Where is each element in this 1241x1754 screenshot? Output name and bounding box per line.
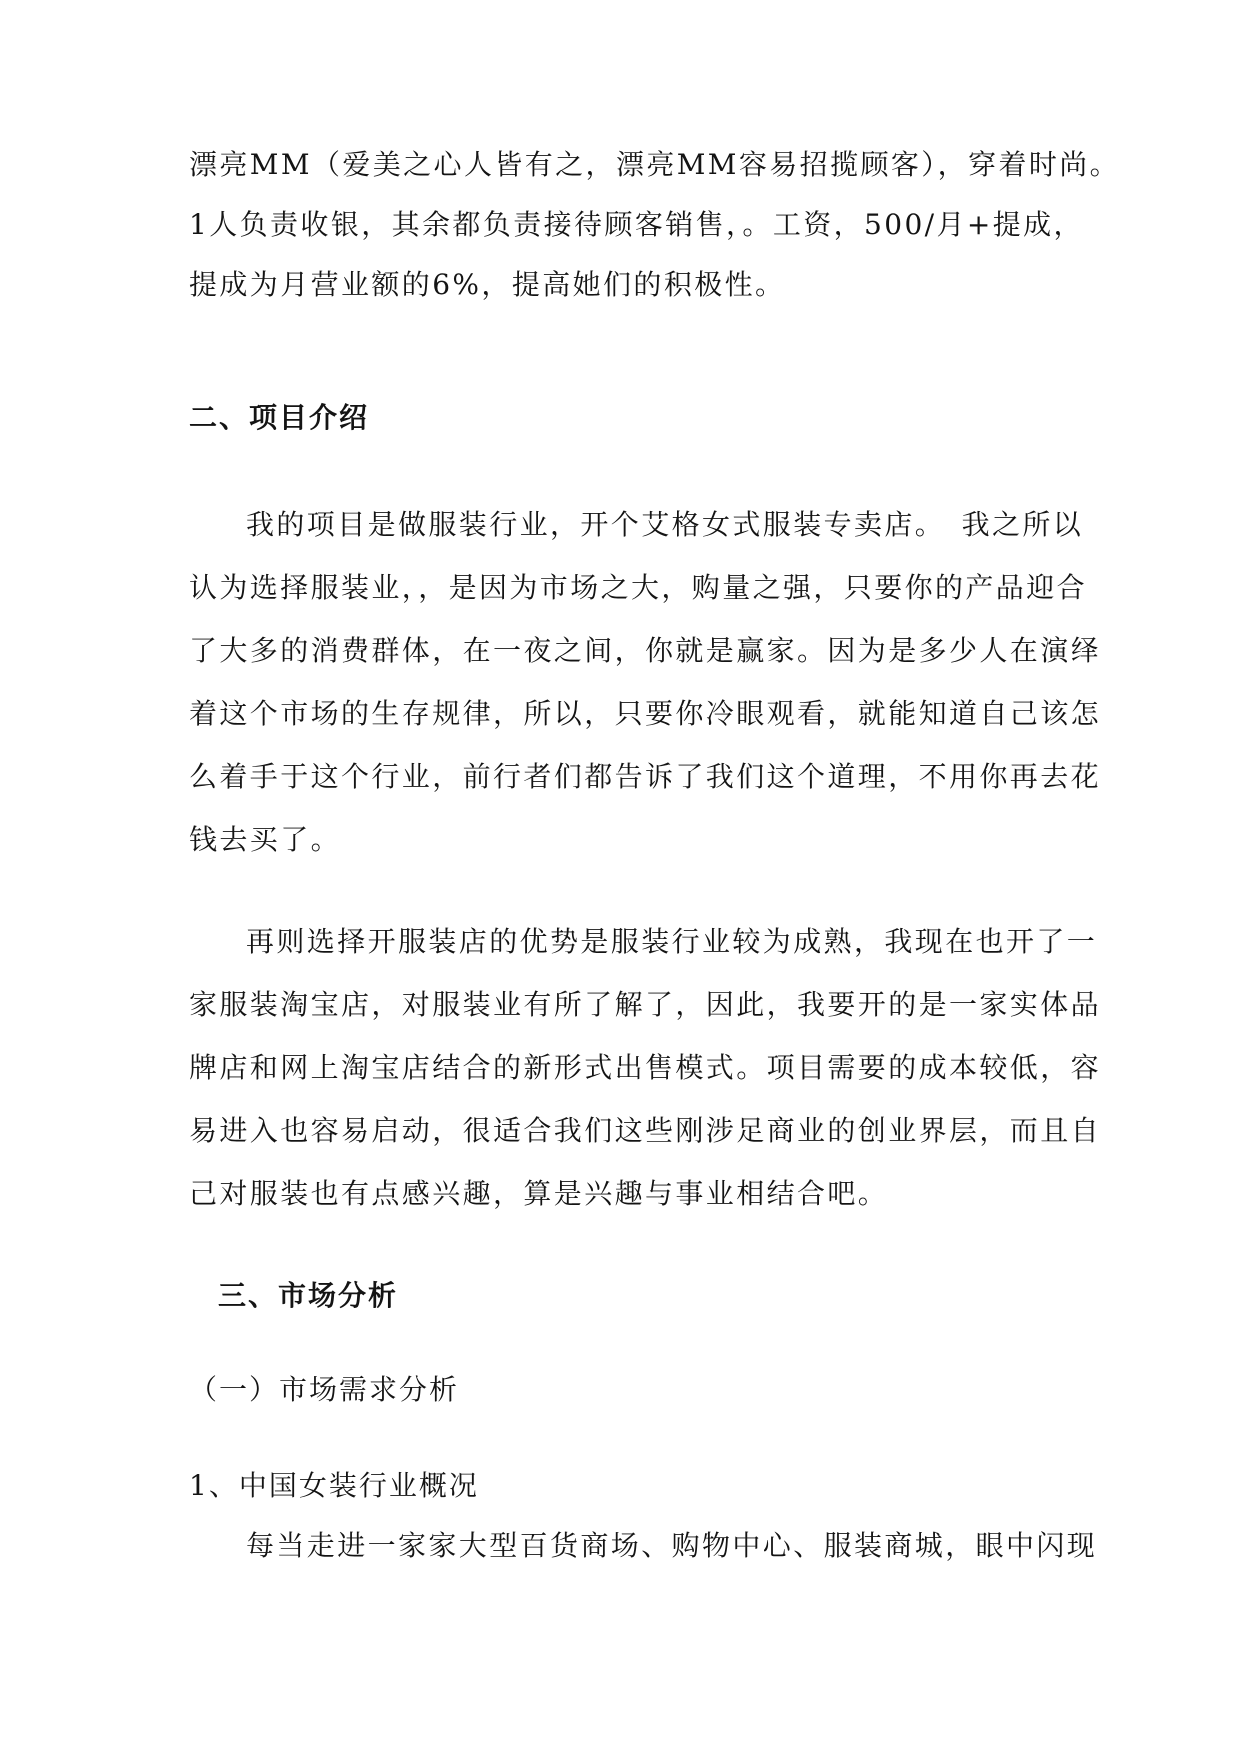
section-3-heading: 三、市场分析 <box>218 1279 399 1312</box>
s2-p2-line-5: 己对服装也有点感兴趣，算是兴趣与事业相结合吧。 <box>189 1177 889 1210</box>
s2-p1-line-6: 钱去买了。 <box>189 823 342 856</box>
section-3-subheading: （一）市场需求分析 <box>189 1373 460 1406</box>
s2-p1-line-2: 认为选择服装业，，是因为市场之大，购量之强，只要你的产品迎合 <box>189 571 1088 604</box>
s2-p1-line-3: 了大多的消费群体，在一夜之间，你就是赢家。因为是多少人在演绎 <box>189 634 1102 667</box>
s2-p2-line-1: 再则选择开服装店的优势是服装行业较为成熟，我现在也开了一 <box>246 925 1098 958</box>
s2-p1-line-1: 我的项目是做服装行业，开个艾格女式服装专卖店。 我之所以 <box>246 508 1084 541</box>
intro-line-1: 漂亮MM（爱美之心人皆有之，漂亮MM容易招揽顾客），穿着时尚。 <box>189 148 1121 181</box>
intro-line-3: 提成为月营业额的6%，提高她们的积极性。 <box>189 268 786 301</box>
section-2-heading: 二、项目介绍 <box>189 401 370 434</box>
section-3-item-1: 1、中国女装行业概况 <box>189 1469 479 1502</box>
s2-p2-line-3: 牌店和网上淘宝店结合的新形式出售模式。项目需要的成本较低，容 <box>189 1051 1102 1084</box>
s3-p1-line-1: 每当走进一家家大型百货商场、购物中心、服装商城，眼中闪现 <box>246 1529 1098 1562</box>
s2-p1-line-4: 着这个市场的生存规律，所以，只要你冷眼观看，就能知道自己该怎 <box>189 697 1102 730</box>
s2-p1-line-5: 么着手于这个行业，前行者们都告诉了我们这个道理，不用你再去花 <box>189 760 1102 793</box>
s2-p2-line-2: 家服装淘宝店，对服装业有所了解了，因此，我要开的是一家实体品 <box>189 988 1102 1021</box>
s2-p2-line-4: 易进入也容易启动，很适合我们这些刚涉足商业的创业界层，而且自 <box>189 1114 1102 1147</box>
intro-line-2: 1人负责收银，其余都负责接待顾客销售，。工资，500/月+提成， <box>189 208 1084 241</box>
